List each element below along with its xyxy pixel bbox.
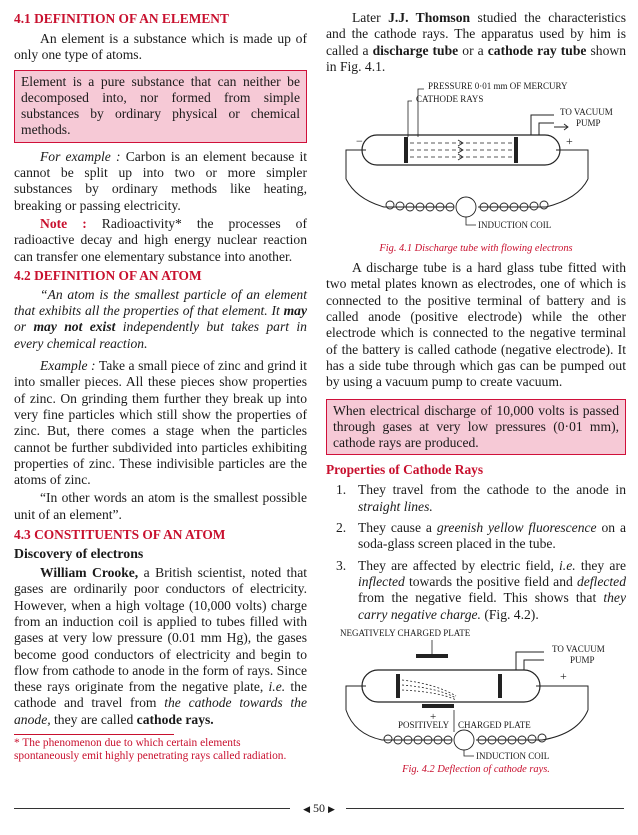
item2-a: They cause a xyxy=(358,520,437,536)
thomson-d: shown in Fig. 4.1. xyxy=(326,42,626,74)
atom-def-maynot: may not exist xyxy=(33,319,116,335)
property-item-3 xyxy=(326,558,626,623)
fig1-to-vacuum-label: TO VACUUM xyxy=(560,107,613,118)
property-item-1 xyxy=(326,482,626,515)
fig2-coil-label: INDUCTION COIL xyxy=(476,750,550,761)
fig1-rays-leader xyxy=(408,101,412,137)
fig2-negative-plate xyxy=(416,654,448,658)
fig2-to-vacuum-label: TO VACUUM xyxy=(552,643,605,654)
fig1-rays xyxy=(410,143,512,157)
thomson-name: J.J. Thomson xyxy=(388,10,471,25)
fig1-pump-arrow xyxy=(554,124,568,130)
item2-italic: greenish yellow fluorescence xyxy=(436,520,597,536)
footer-rule-left xyxy=(14,808,290,809)
heading-constituents-atom: 4.3 CONSTITUENTS OF AN ATOM xyxy=(14,527,226,543)
fig2-rays xyxy=(402,680,456,700)
fig2-anode xyxy=(498,674,502,698)
item3-ie: i.e. xyxy=(559,557,576,573)
fig2-neg-plate-label: NEGATIVELY CHARGED PLATE xyxy=(340,627,471,638)
crooke-ie: i.e. xyxy=(268,679,286,695)
highlight-box-element: Element is a pure substance that can neither be decomposed into, nor formed from simple substances by ordinary physical or chemical methods. xyxy=(14,70,307,143)
thomson-crt: cathode ray tube xyxy=(487,42,587,58)
crooke-b: the cathode and travel from xyxy=(14,679,307,711)
fig2-cathode xyxy=(396,674,400,698)
item3-italic: they carry negative charge. xyxy=(358,590,626,622)
item1-a: They travel from the cathode to the anode in xyxy=(358,482,626,498)
item3-number: 3. xyxy=(336,557,347,573)
heading-properties-cathode: Properties of Cathode Rays xyxy=(326,462,484,478)
paragraph-example-carbon xyxy=(14,149,307,214)
fig1-cathode-rays-label: CATHODE RAYS xyxy=(416,94,484,105)
fig1-pressure-label: PRESSURE 0·01 mm OF MERCURY xyxy=(428,81,568,92)
fig1-anode xyxy=(514,137,518,163)
fig2-coil-leader xyxy=(464,750,474,756)
thomson-b: studied the characteristics and the cathode rays. The apparatus used by him is called a xyxy=(326,10,626,58)
fig1-pump-label: PUMP xyxy=(576,118,601,129)
item3-c: towards the positive field and xyxy=(404,573,577,589)
thomson-c: or a xyxy=(458,42,488,58)
fig1-caption: Fig. 4.1 Discharge tube with flowing electrons xyxy=(379,243,573,255)
fig1-cathode xyxy=(404,137,408,163)
item2-number: 2. xyxy=(336,520,347,536)
thomson-a: Later xyxy=(352,10,389,25)
paragraph-crooke xyxy=(14,565,307,728)
properties-list xyxy=(326,482,626,622)
fig1-coil-wire xyxy=(346,179,588,207)
paragraph-discharge-tube: A discharge tube is a hard glass tube fitted with two metal plates known as electrodes, one of which is connected to the positive terminal of battery and is called anode (positive electrode) while the other electrode which is connected to the negative terminal of the battery is called cathode (negative electrode). It has a side tube through which gas can be pumped out by using a vacuum pump to create vacuum. xyxy=(326,260,626,390)
crooke-a: a British scientist, noted that gases are ordinarily poor conductors of electricity. However, when a high voltage (10,000 volts) charge from an induction coil is applied to tubes filled with gases at very low pressure (0.01 mm Hg), the gases become good conductors of electricity and begin to flow from cathode to anode in the form of rays. Since these rays originate from the negative plate, xyxy=(14,565,307,695)
item3-d: from the negative field. This shows that xyxy=(358,590,604,606)
fig2-pos-plus: + xyxy=(430,710,437,723)
fig2-plus-sign: + xyxy=(560,668,567,683)
heading-discovery-electrons: Discovery of electrons xyxy=(14,546,144,562)
item3-e: (Fig. 4.2). xyxy=(480,606,539,622)
paragraph-example-zinc xyxy=(14,358,307,488)
paragraph-atom-def xyxy=(14,287,307,352)
footer-rule-right xyxy=(346,808,624,809)
example2-text: Take a small piece of zinc and grind it into smaller pieces. All these pieces show properties of zinc. On grinding them further they break up into very fine particles which still show the properties of zinc. But, there comes a stage when the particles cannot be further subdivided into particles exhibiting properties of zinc. These indivisible particles are the atoms of zinc. xyxy=(14,358,308,488)
atom-def-b: or xyxy=(14,319,34,335)
crooke-c: they are called xyxy=(50,711,137,727)
item1-italic: straight lines. xyxy=(358,498,433,514)
crooke-bold: cathode rays. xyxy=(136,711,214,727)
atom-def-may: may xyxy=(283,303,307,319)
fig2-tube xyxy=(362,670,540,702)
item3-a: They are affected by electric field, xyxy=(358,557,560,573)
paragraph-other-words: “In other words an atom is the smallest possible unit of an element”. xyxy=(14,490,307,522)
fig1-wire-right xyxy=(556,150,588,179)
crooke-name: William Crooke, xyxy=(40,565,139,581)
note-label: Note : xyxy=(40,215,87,231)
fig2-pos-plate-label-b: CHARGED PLATE xyxy=(458,719,531,730)
heading-definition-atom: 4.2 DEFINITION OF AN ATOM xyxy=(14,267,202,283)
example-text: Carbon is an element because it cannot be split up into two or more simpler substances by ordinary methods like heating, breaking or passing electricity. xyxy=(14,148,307,213)
atom-def-c: independently but takes part in every chemical reaction. xyxy=(14,319,307,351)
note-text: Radioactivity* the processes of radioactive decay and high energy nuclear reaction can transfer one elementary substance into another. xyxy=(14,215,307,264)
item2-b: on a soda-glass screen placed in the tube. xyxy=(358,520,626,552)
paragraph-thomson xyxy=(326,10,626,75)
fig2-positive-plate xyxy=(422,704,454,708)
right-column xyxy=(326,10,626,775)
fig1-side-tube xyxy=(531,115,554,135)
fig1-coil-label: INDUCTION COIL xyxy=(478,220,552,231)
highlight-box-discharge: When electrical discharge of 10,000 volts is passed through gases at very low pressures (0·01 mm), cathode rays are produced. xyxy=(326,399,626,456)
left-column xyxy=(14,10,307,764)
item3-b: they are xyxy=(575,557,627,573)
fig1-minus-sign: − xyxy=(356,134,363,149)
footnote: * The phenomenon due to which certain elements spontaneously emit highly penetrating rays called radiation. xyxy=(14,736,287,763)
fig2-side-tube xyxy=(516,652,544,670)
fig2-pump-label: PUMP xyxy=(570,654,595,665)
fig1-coil-leader xyxy=(466,217,476,225)
item3-inflected: inflected xyxy=(358,573,405,589)
crooke-italic: the cathode towards the anode, xyxy=(14,695,307,727)
figure-deflection xyxy=(326,628,626,762)
atom-def-a: “An atom is the smallest particle of an element that exhibits all the properties of that element. It xyxy=(14,286,307,319)
footnote-rule xyxy=(14,734,174,735)
footer-page-number: ◀ 50 ▶ xyxy=(303,801,335,815)
property-item-2 xyxy=(326,520,626,553)
example-label: For example : xyxy=(40,148,121,164)
paragraph-element-def: An element is a substance which is made up of only one type of atoms. xyxy=(14,31,307,63)
figure-discharge-tube xyxy=(326,79,626,241)
fig2-wires xyxy=(346,686,588,710)
heading-definition-element: 4.1 DEFINITION OF AN ELEMENT xyxy=(14,11,229,26)
fig2-caption: Fig. 4.2 Deflection of cathode rays. xyxy=(402,763,550,775)
fig2-pos-plate-label-a: POSITIVELY xyxy=(398,719,450,730)
item3-deflected: deflected xyxy=(576,573,626,589)
fig1-plus-sign: + xyxy=(566,134,573,149)
thomson-discharge-tube: discharge tube xyxy=(372,42,459,58)
page-number: 50 xyxy=(313,801,325,815)
paragraph-note xyxy=(14,216,307,265)
item1-number: 1. xyxy=(336,482,347,498)
example2-label: Example : xyxy=(40,358,96,374)
